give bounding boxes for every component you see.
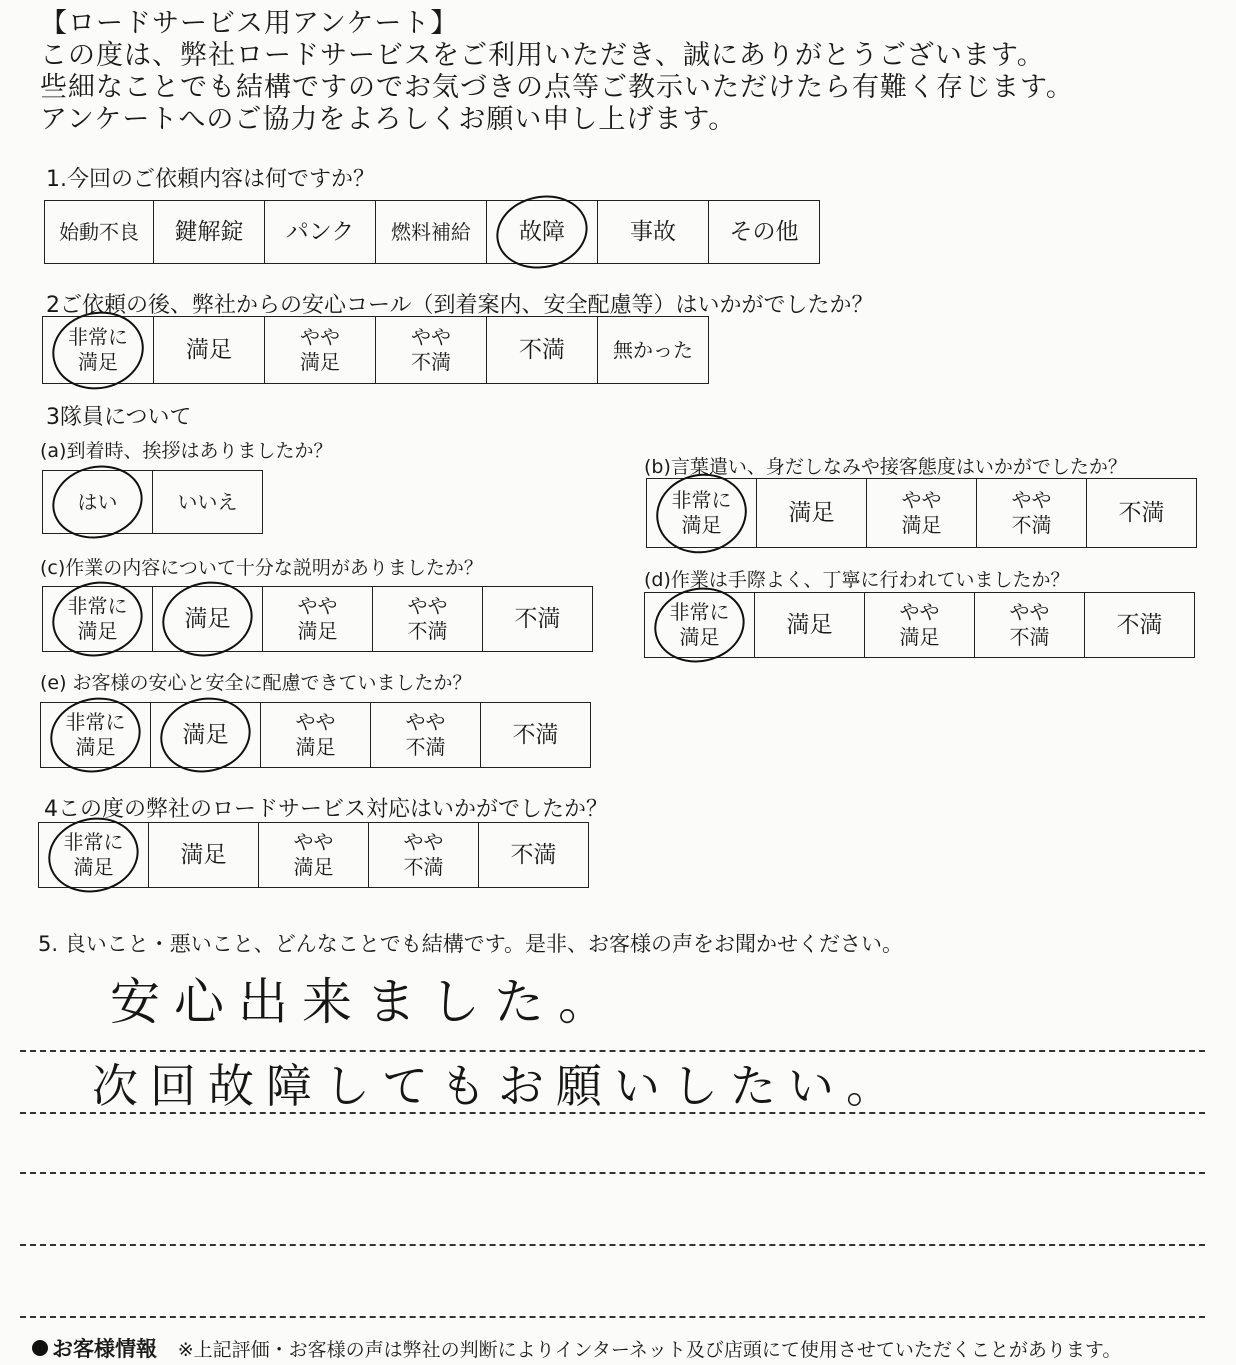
q1-options bbox=[44, 200, 820, 264]
answer-line-rule-2 bbox=[20, 1112, 1205, 1114]
q3d-option-1[interactable]: 非常に 満足 bbox=[645, 593, 755, 658]
q3d-title: (d)作業は手際よく、丁寧に行われていましたか？ bbox=[644, 569, 1070, 591]
q3c-option-2[interactable]: 満足 bbox=[153, 587, 263, 652]
q3a-title: (a)到着時、挨拶はありましたか？ bbox=[40, 440, 333, 462]
q5-answer-line-2: 次回故障してもお願いしたい。 bbox=[92, 1059, 904, 1113]
q1-option-7[interactable]: その他 bbox=[709, 201, 820, 264]
q3c-options bbox=[42, 586, 593, 652]
answer-line-rule-3 bbox=[20, 1172, 1205, 1174]
q1-title: 1.今回のご依頼内容は何ですか？ bbox=[46, 167, 375, 192]
q2-option-2[interactable]: 満足 bbox=[154, 317, 265, 384]
q4-option-4[interactable]: やや 不満 bbox=[369, 823, 479, 888]
q3a-option-1[interactable]: はい bbox=[43, 471, 153, 534]
q3b-options bbox=[646, 478, 1197, 548]
q3e-title: (e) お客様の安心と安全に配慮できていましたか？ bbox=[40, 672, 472, 694]
q3c-title: (c)作業の内容について十分な説明がありましたか？ bbox=[40, 557, 483, 579]
answer-line-rule-4 bbox=[20, 1244, 1205, 1246]
intro-line-3: アンケートへのご協力をよろしくお願い申し上げます。 bbox=[40, 104, 737, 135]
q4-title: 4この度の弊社のロードサービス対応はいかがでしたか？ bbox=[44, 797, 608, 822]
q3e-option-1[interactable]: 非常に 満足 bbox=[41, 703, 151, 768]
q3-title: 3隊員について bbox=[46, 405, 192, 430]
usage-note: ※上記評価・お客様の声は弊社の判断によりインターネット及び店頭にて使用させていただくことがあります。 bbox=[177, 1339, 1122, 1361]
q1-option-6[interactable]: 事故 bbox=[598, 201, 709, 264]
q3c-option-3[interactable]: やや 満足 bbox=[263, 587, 373, 652]
q1-option-5[interactable]: 故障 bbox=[487, 201, 598, 264]
customer-info-footer bbox=[32, 1333, 1121, 1363]
q4-options bbox=[38, 822, 589, 888]
q3b-option-3[interactable]: やや 満足 bbox=[867, 479, 977, 548]
q3d-option-4[interactable]: やや 不満 bbox=[975, 593, 1085, 658]
q2-option-5[interactable]: 不満 bbox=[487, 317, 598, 384]
q3e-options bbox=[40, 702, 591, 768]
q3e-option-4[interactable]: やや 不満 bbox=[371, 703, 481, 768]
q3e-option-2[interactable]: 満足 bbox=[151, 703, 261, 768]
q2-option-1[interactable]: 非常に 満足 bbox=[43, 317, 154, 384]
q3b-option-1[interactable]: 非常に 満足 bbox=[647, 479, 757, 548]
answer-line-rule-1 bbox=[20, 1050, 1205, 1052]
q3c-option-5[interactable]: 不満 bbox=[483, 587, 593, 652]
q3d-option-2[interactable]: 満足 bbox=[755, 593, 865, 658]
q3c-option-1[interactable]: 非常に 満足 bbox=[43, 587, 153, 652]
q1-option-4[interactable]: 燃料補給 bbox=[376, 201, 487, 264]
intro-line-2: 些細なことでも結構ですのでお気づきの点等ご教示いただけたら有難く存じます。 bbox=[40, 72, 1074, 103]
q4-option-3[interactable]: やや 満足 bbox=[259, 823, 369, 888]
q3b-option-4[interactable]: やや 不満 bbox=[977, 479, 1087, 548]
q4-option-5[interactable]: 不満 bbox=[479, 823, 589, 888]
q2-option-4[interactable]: やや 不満 bbox=[376, 317, 487, 384]
q2-option-6[interactable]: 無かった bbox=[598, 317, 709, 384]
q2-title: 2ご依頼の後、弊社からの安心コール（到着案内、安全配慮等）はいかがでしたか？ bbox=[46, 293, 874, 318]
survey-title: 【ロードサービス用アンケート】 bbox=[40, 8, 459, 39]
q5-answer-line-1: 安心出来ました。 bbox=[110, 973, 622, 1031]
q3d-option-3[interactable]: やや 満足 bbox=[865, 593, 975, 658]
q4-option-1[interactable]: 非常に 満足 bbox=[39, 823, 149, 888]
customer-info-label: お客様情報 bbox=[52, 1337, 157, 1361]
q3c-option-4[interactable]: やや 不満 bbox=[373, 587, 483, 652]
q3b-title: (b)言葉遣い、身だしなみや接客態度はいかがでしたか？ bbox=[644, 456, 1127, 478]
bullet-icon bbox=[32, 1340, 48, 1356]
q1-option-2[interactable]: 鍵解錠 bbox=[154, 201, 265, 264]
q3b-option-5[interactable]: 不満 bbox=[1087, 479, 1197, 548]
q3a-options bbox=[42, 470, 263, 534]
q3d-option-5[interactable]: 不満 bbox=[1085, 593, 1195, 658]
q1-option-1[interactable]: 始動不良 bbox=[45, 201, 154, 264]
q3a-option-2[interactable]: いいえ bbox=[153, 471, 263, 534]
q1-option-3[interactable]: パンク bbox=[265, 201, 376, 264]
q3e-option-3[interactable]: やや 満足 bbox=[261, 703, 371, 768]
q4-option-2[interactable]: 満足 bbox=[149, 823, 259, 888]
answer-line-rule-5 bbox=[20, 1316, 1205, 1318]
q3e-option-5[interactable]: 不満 bbox=[481, 703, 591, 768]
intro-line-1: この度は、弊社ロードサービスをご利用いただき、誠にありがとうございます。 bbox=[40, 40, 1045, 71]
survey-header bbox=[40, 8, 1074, 136]
q5-title: 5. 良いこと・悪いこと、どんなことでも結構です。是非、お客様の声をお聞かせください。 bbox=[38, 932, 904, 956]
q2-option-3[interactable]: やや 満足 bbox=[265, 317, 376, 384]
q2-options bbox=[42, 316, 709, 384]
q3b-option-2[interactable]: 満足 bbox=[757, 479, 867, 548]
q3d-options bbox=[644, 592, 1195, 658]
